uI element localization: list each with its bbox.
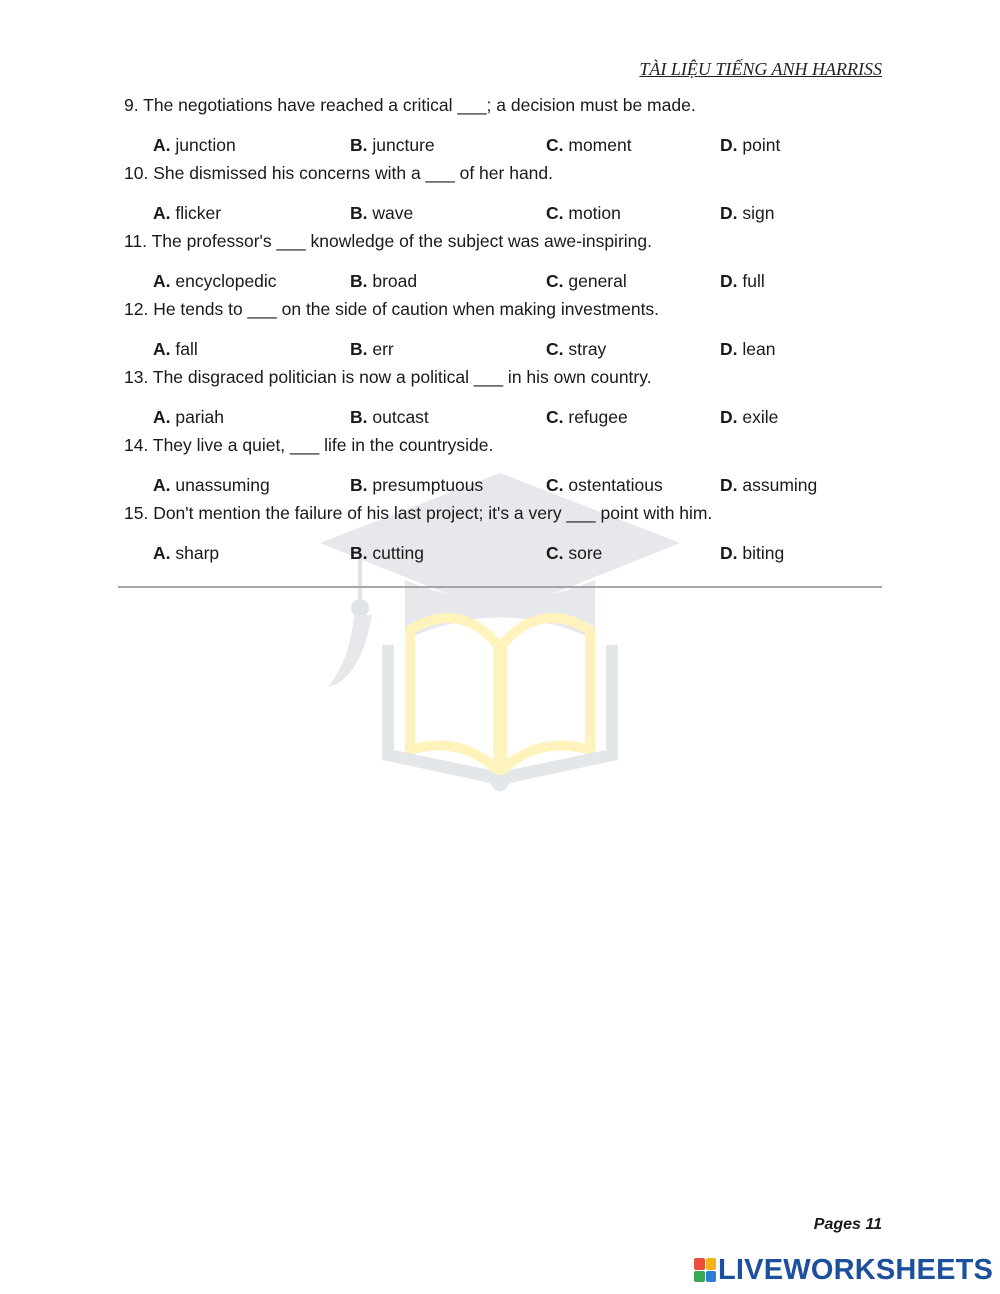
option-letter: B. [350, 203, 368, 223]
option-letter: D. [720, 271, 738, 291]
option-b[interactable] [350, 474, 483, 496]
question-text: 15. Don't mention the failure of his last project; it's a very ___ point with him. [124, 503, 713, 523]
option-letter: A. [153, 407, 171, 427]
option-a[interactable] [153, 270, 277, 292]
option-text: sign [742, 203, 775, 223]
option-letter: A. [153, 543, 171, 563]
option-d[interactable] [720, 134, 780, 156]
option-b[interactable] [350, 270, 417, 292]
option-letter: D. [720, 203, 738, 223]
logo-text: LIVEWORKSHEETS [718, 1253, 994, 1286]
option-text: presumptuous [372, 475, 484, 495]
option-letter: A. [153, 135, 171, 155]
option-letter: B. [350, 543, 368, 563]
option-a[interactable] [153, 202, 221, 224]
option-letter: C. [546, 407, 564, 427]
option-text: wave [372, 203, 414, 223]
option-b[interactable] [350, 338, 394, 360]
question-text: 13. The disgraced politician is now a political ___ in his own country. [124, 367, 652, 387]
option-letter: A. [153, 271, 171, 291]
page-number: Pages 11 [813, 1216, 882, 1233]
question-item [124, 366, 884, 434]
option-d[interactable] [720, 406, 778, 428]
option-letter: C. [546, 271, 564, 291]
option-text: juncture [372, 135, 435, 155]
option-text: biting [742, 543, 785, 563]
question-item [124, 298, 884, 366]
option-text: stray [568, 339, 607, 359]
option-letter: C. [546, 135, 564, 155]
option-c[interactable] [546, 406, 628, 428]
option-text: sharp [175, 543, 220, 563]
option-c[interactable] [546, 134, 632, 156]
option-letter: C. [546, 339, 564, 359]
option-text: err [372, 339, 394, 359]
option-text: lean [742, 339, 776, 359]
option-letter: A. [153, 203, 171, 223]
option-a[interactable] [153, 406, 224, 428]
option-text: cutting [372, 543, 424, 563]
option-text: outcast [372, 407, 429, 427]
option-a[interactable] [153, 338, 198, 360]
option-text: sore [568, 543, 603, 563]
option-text: encyclopedic [175, 271, 277, 291]
option-letter: B. [350, 135, 368, 155]
option-a[interactable] [153, 474, 270, 496]
question-text: 9. The negotiations have reached a critical ___; a decision must be made. [124, 95, 696, 115]
question-text: 11. The professor's ___ knowledge of the subject was awe-inspiring. [124, 231, 652, 251]
option-text: point [742, 135, 781, 155]
option-letter: C. [546, 203, 564, 223]
option-c[interactable] [546, 338, 606, 360]
option-letter: D. [720, 407, 738, 427]
option-text: junction [175, 135, 236, 155]
option-letter: B. [350, 407, 368, 427]
option-b[interactable] [350, 406, 429, 428]
option-letter: B. [350, 271, 368, 291]
question-item [124, 230, 884, 298]
option-d[interactable] [720, 474, 817, 496]
question-item [124, 434, 884, 502]
liveworksheets-mark-icon [694, 1258, 716, 1282]
liveworksheets-logo[interactable] [694, 1254, 993, 1286]
option-text: moment [568, 135, 632, 155]
option-b[interactable] [350, 202, 413, 224]
option-a[interactable] [153, 542, 219, 564]
option-c[interactable] [546, 270, 627, 292]
option-letter: B. [350, 475, 368, 495]
option-text: unassuming [175, 475, 270, 495]
option-text: broad [372, 271, 418, 291]
question-text: 12. He tends to ___ on the side of caution when making investments. [124, 299, 660, 319]
option-letter: C. [546, 475, 564, 495]
option-text: ostentatious [568, 475, 663, 495]
option-letter: D. [720, 475, 738, 495]
question-item [124, 94, 884, 162]
option-c[interactable] [546, 542, 602, 564]
option-d[interactable] [720, 338, 775, 360]
option-d[interactable] [720, 542, 784, 564]
question-item [124, 502, 884, 570]
option-b[interactable] [350, 542, 424, 564]
section-divider [118, 586, 882, 588]
option-a[interactable] [153, 134, 236, 156]
option-d[interactable] [720, 202, 774, 224]
question-list [124, 94, 884, 570]
option-text: motion [568, 203, 621, 223]
option-text: fall [175, 339, 198, 359]
question-text: 14. They live a quiet, ___ life in the countryside. [124, 435, 494, 455]
option-text: general [568, 271, 627, 291]
option-text: full [742, 271, 765, 291]
option-letter: D. [720, 135, 738, 155]
option-b[interactable] [350, 134, 435, 156]
option-text: pariah [175, 407, 225, 427]
option-letter: C. [546, 543, 564, 563]
option-text: assuming [742, 475, 818, 495]
option-letter: B. [350, 339, 368, 359]
option-letter: A. [153, 339, 171, 359]
option-letter: D. [720, 339, 738, 359]
option-letter: A. [153, 475, 171, 495]
option-text: refugee [568, 407, 628, 427]
option-text: flicker [175, 203, 222, 223]
document-header: TÀI LIỆU TIẾNG ANH HARRISS [639, 59, 882, 79]
option-text: exile [742, 407, 779, 427]
option-c[interactable] [546, 474, 663, 496]
question-text: 10. She dismissed his concerns with a ___ of her hand. [124, 163, 553, 183]
question-item [124, 162, 884, 230]
option-c[interactable] [546, 202, 621, 224]
option-letter: D. [720, 543, 738, 563]
option-d[interactable] [720, 270, 765, 292]
